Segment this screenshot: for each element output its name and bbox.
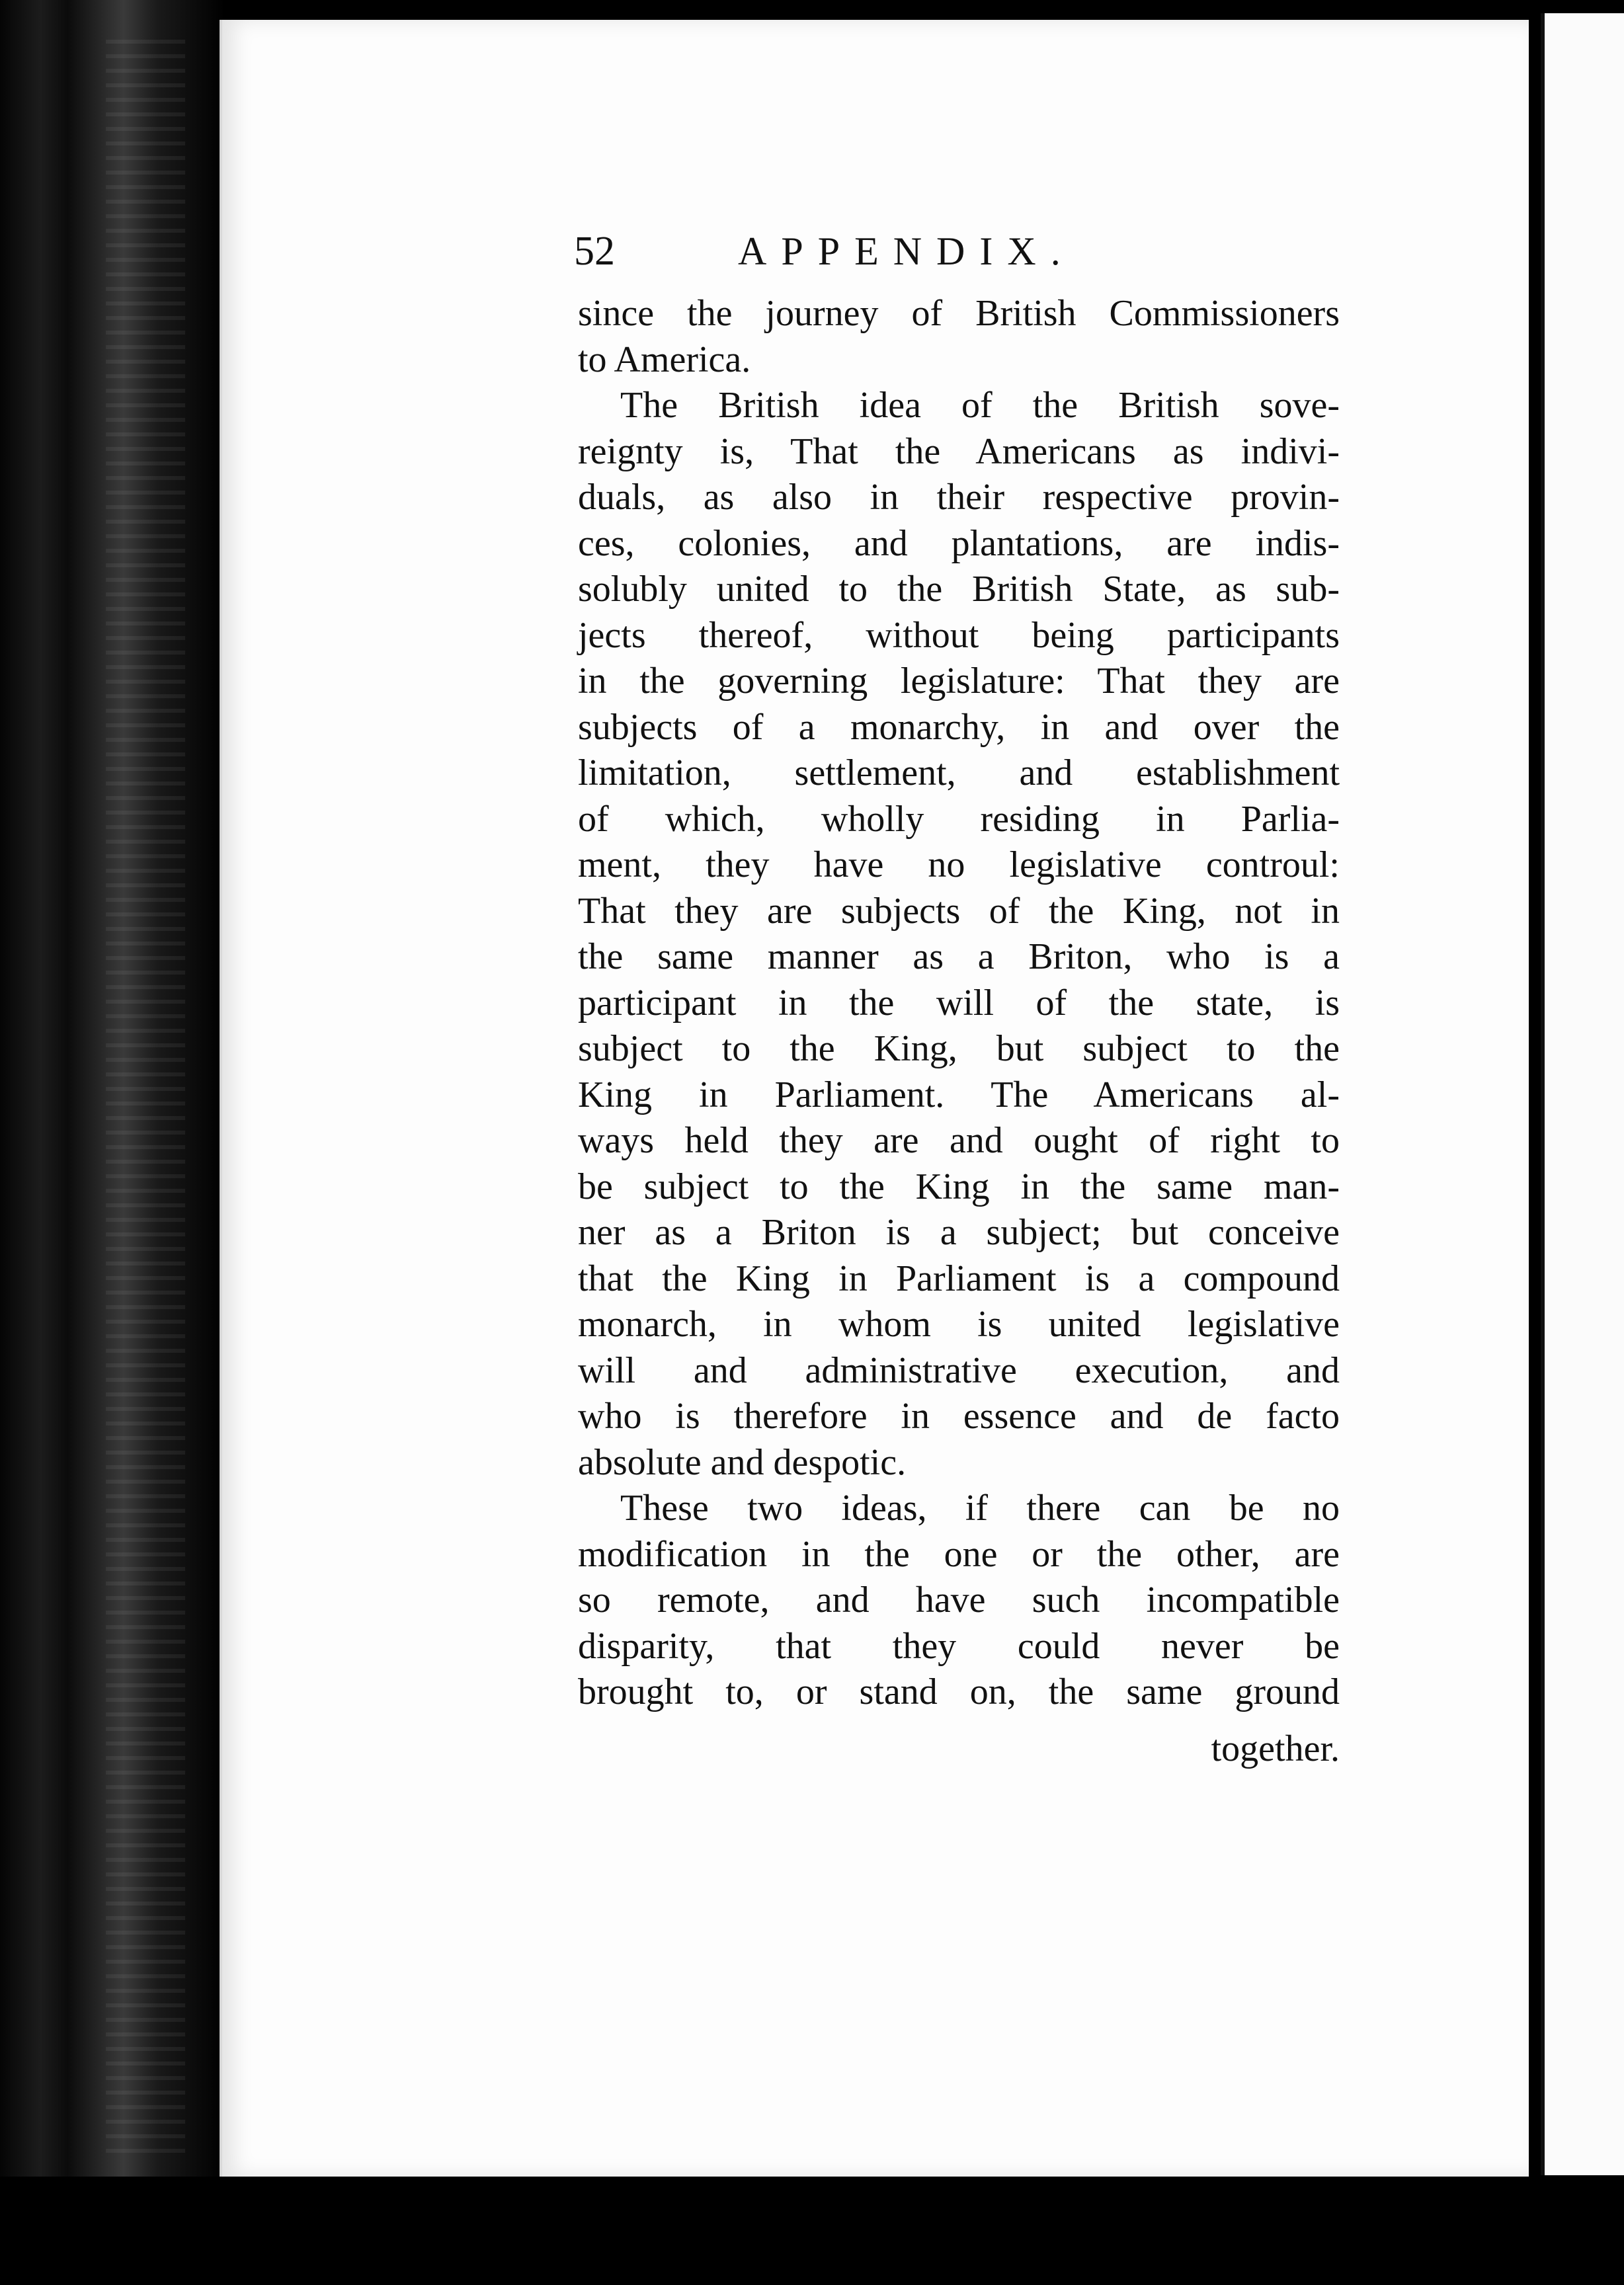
- text-line: participant in the will of the state, is: [578, 982, 1340, 1023]
- text-line: jects thereof, without being participants: [578, 614, 1340, 656]
- text-line: ment, they have no legislative controul:: [578, 844, 1340, 885]
- text-line: ner as a Briton is a subject; but conceive: [578, 1212, 1340, 1253]
- catchword: together.: [1211, 1728, 1340, 1769]
- text-line: to America.: [578, 339, 751, 380]
- text-line: ces, colonies, and plantations, are indis-: [578, 522, 1340, 564]
- text-line: be subject to the King in the same man-: [578, 1166, 1340, 1207]
- text-line: That they are subjects of the King, not in: [578, 890, 1340, 932]
- text-line: since the journey of British Commissioners: [578, 293, 1340, 334]
- text-line: solubly united to the British State, as sub-: [578, 569, 1340, 610]
- text-line: subject to the King, but subject to the: [578, 1028, 1340, 1069]
- text-line: The British idea of the British sove-: [620, 385, 1340, 426]
- text-line: King in Parliament. The Americans al-: [578, 1074, 1340, 1115]
- text-line: limitation, settlement, and establishment: [578, 752, 1340, 793]
- text-line: of which, wholly residing in Parlia-: [578, 798, 1340, 840]
- text-line: the same manner as a Briton, who is a: [578, 936, 1340, 977]
- facing-page-edge: [1541, 13, 1624, 2175]
- page-number: 52: [574, 229, 615, 274]
- text-line: brought to, or stand on, the same ground: [578, 1671, 1340, 1712]
- text-line: ways held they are and ought of right to: [578, 1120, 1340, 1161]
- text-line: absolute and despotic.: [578, 1441, 907, 1483]
- text-line: disparity, that they could never be: [578, 1625, 1340, 1667]
- text-line: monarch, in whom is united legislative: [578, 1304, 1340, 1345]
- text-line: so remote, and have such incompatible: [578, 1580, 1340, 1621]
- text-line: will and administrative execution, and: [578, 1349, 1340, 1391]
- text-line: that the King in Parliament is a compound: [578, 1258, 1340, 1299]
- text-line: modification in the one or the other, are: [578, 1533, 1340, 1575]
- text-line: subjects of a monarchy, in and over the: [578, 706, 1340, 748]
- text-line: in the governing legislature: That they are: [578, 661, 1340, 702]
- text-line: These two ideas, if there can be no: [620, 1488, 1340, 1529]
- text-line: duals, as also in their respective provin-: [578, 477, 1340, 518]
- scan-border-bottom: [0, 2177, 1624, 2285]
- text-line: reignty is, That the Americans as indivi-: [578, 430, 1340, 472]
- text-line: who is therefore in essence and de facto: [578, 1396, 1340, 1437]
- body-text: [578, 291, 1340, 1716]
- book-binding: [0, 0, 225, 2285]
- running-head: [574, 218, 1341, 284]
- running-title: APPENDIX.: [738, 229, 1075, 273]
